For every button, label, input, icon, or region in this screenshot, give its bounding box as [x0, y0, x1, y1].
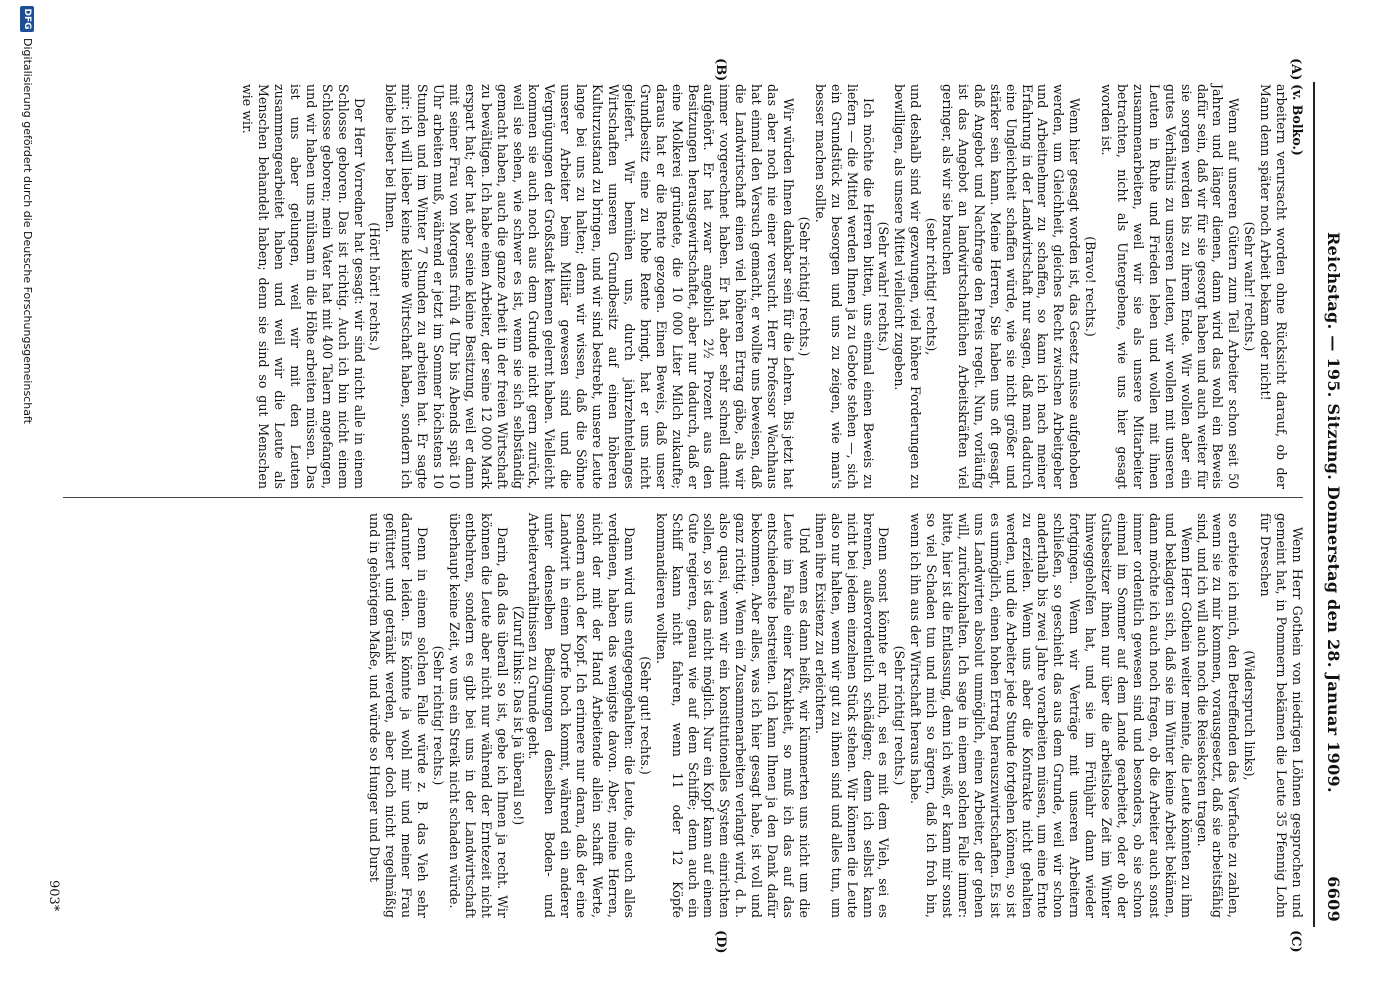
paragraph: Wenn hier gesagt worden ist, das Gesetz müsse aufgehoben werden, um Gleichheit, gleiches Recht zwischen Arbeitgeber und Arbeitnehmer zu schaffen, so kann ich nach meiner Erfahrung in der Landwirtschaft nur sagen, daß man dadurch eine Ungleichheit schaffen würde, wie sie nicht größer und stärker sein kann. Meine Herren, Sie haben uns oft gesagt, daß Angebot und Nachfrage den Preis regelt. Nun, vorläufig ist das Angebot an landwirtschaftlichen Arbeitskräften viel geringer, als wir sie brauchen [940, 84, 1083, 489]
remark: (Sehr wahr! rechts.) [876, 221, 892, 352]
remark: (Sehr richtig! rechts.) [892, 645, 908, 786]
paragraph: Wenn Herr Gothein von niedrigen Löhnen gesprochen und gemeint hat, in Pommern bekämen die Leute 35 Pfennig Lohn für Dreschen [1258, 513, 1305, 918]
remark: (Sehr wahr! rechts.) [1242, 221, 1258, 352]
paragraph: so erbiete ich mich, den Betreffenden das Vierfache zu zahlen, wenn sie zu mir kommen, vorausgesetzt, daß sie arbeitsfähig sind, und ich will auch noch die Reisekosten tragen. [1194, 513, 1242, 918]
remark: (Bravo! rechts.) [1083, 236, 1099, 337]
remark: (Hört! hört! rechts.) [367, 222, 383, 351]
margin-marker-c: (C) [1288, 930, 1303, 953]
paragraph: Ich möchte die Herren bitten, uns einmal einen Beweis zu liefern — die Mittel werden Ihnen ja zu Gebote stehen —, sich ein Grundstück zu besorgen und uns zu zeigen, wie man's besser machen sollte. [812, 84, 876, 489]
right-column [367, 513, 1305, 918]
paragraph: Wenn Herr Gothein weiter meinte, die Leute könnten zu ihm und beklagten sich, daß sie im Winter keine Arbeit bekämen, dann möchte ich auch noch fragen, ob die Arbeiter auch sonst immer ordentlich gewesen sind und besonders, ob sie schon einmal im Sommer auf dem Lande gearbeitet, oder ob der Gutsbesitzer ihnen nur über die arbeitslose Zeit im Winter hinweggeholfen hat, und sie im Frühjahr dann wieder fortgingen. Wenn wir Verträge mit unseren Arbeitern schließen, so geschieht das aus dem Grunde, weil wir schon anderthalb bis zwei Jahre vorarbeiten müssen, um eine Ernte zu erzielen. Wenn uns aber die Kontrakte nicht gehalten werden, und die Arbeiter jede Stunde fortgehen können, so ist es unmöglich, einen hohen Ertrag herauszuwirtschaften. Es ist uns Landwirten absolut unmöglich, einen Arbeiter, der gehen will, zurückzuhalten. Ich sage in einem solchen Falle immer: bitte, hier ist die Entlassung, denn ich weiß, er kann mir sonst so viel Schaden tun und mich so ärgern, daß ich froh bin, wenn ich ihn aus der Wirtschaft heraus habe. [908, 513, 1194, 918]
margin-marker-d: (D) [713, 930, 728, 954]
paragraph: Denn sonst könnte er mich, sei es mit dem Vieh, sei es brennen, außerordentlich schädigen; denn ich selbst kann nicht bei jedem einzelnen Stück stehen. Wir können die Leute also nur halten, wenn wir gut zu ihnen sind und alles tun, um ihnen ihre Existenz zu erleichtern. [812, 513, 892, 918]
margin-marker-a: (A) [1288, 58, 1303, 81]
dfg-logo: DFG [20, 6, 34, 32]
remark: (Widerspruch links), [1242, 650, 1258, 781]
page-reference: 903* [46, 880, 61, 912]
page-header [1313, 82, 1343, 922]
column-divider [63, 497, 1303, 498]
page-number: 6609 [1324, 876, 1343, 922]
running-title: Reichstag. — 195. Sitzung. Donnerstag den 28. Januar 1909. [1324, 232, 1343, 793]
remark: (Zuruf links: Das ist ja überall so!) [510, 605, 526, 826]
paragraph: Wenn auf unseren Gütern zum Teil Arbeiter schon seit 50 Jahren und länger dienen, dann wird das wohl ein Beweis dafür sein, daß wir für sie gesorgt haben und auch weiter für sie sorgen werden bis zu ihrem Ende. Wir wollen aber ein gutes Verhältnis zu unseren Leuten, wir wollen mit unseren Leuten in Ruhe und Frieden leben und wollen mit ihnen zusammenarbeiten, weil wir sie als unsere Mitarbeiter betrachten, nicht als Untergebene, wie uns hier gesagt worden ist. [1099, 84, 1242, 489]
paragraph: Und wenn es dann heißt, wir kümmerten uns nicht um die Leute im Falle einer Krankheit, so muß ich das auf das entschiedenste bestreiten. Ich kann Ihnen ja den Dank dafür bekommen. Aber alles, was ich hier gesagt habe, ist voll und ganz richtig. Wenn ein Zusammenarbeiten verlangt wird, d. h. also quasi, wenn wir ein konstitutionelles System einrichten sollen, so ist das nicht möglich. Nur ein Kopf kann auf einem Gute regieren, genau wie auf dem Schiffe; denn auch ein Schiff kann nicht fahren, wenn 11 oder 12 Köpfe kommandieren wollten. [653, 513, 812, 918]
paragraph: Darin, daß das überall so ist, gebe ich Ihnen ja recht. Wir können die Leute aber nicht nur während der Erntezeit nicht entbehren, sondern es gibt bei uns in der Landwirtschaft überhaupt keine Zeit, wo uns ein Streik nicht schaden würde. [446, 513, 510, 918]
paragraph: und deshalb sind wir gezwungen, viel höhere Forderungen zu bewilligen, als unsere Mittel vielleicht zugeben. [892, 84, 924, 489]
margin-marker-b: (B) [713, 58, 728, 82]
remark: (Sehr richtig! rechts.) [796, 216, 812, 357]
paragraph: Dann wird uns entgegengehalten: die Leute, die euch alles verdienen, haben das wenigste davon. Aber, meine Herren, nicht der mit der Hand Arbeitende allein schafft Werte, sondern auch der Kopf. Ich erinnere nur daran, daß der eine Landwirt in einem Dorfe hoch kommt, während ein anderer unter denselben Bedingungen denselben Boden- und Arbeiterverhältnissen zu Grunde geht. [526, 513, 637, 918]
header-rule [1313, 82, 1315, 927]
digitization-credit [8, 0, 48, 1000]
paragraph: Wir würden Ihnen dankbar sein für die Lehren. Bis jetzt hat das aber noch nie einer versucht. Herr Professor Wachhaus hat einmal den Versuch gemacht, er wollte uns beweisen, daß die Landwirtschaft einen viel höheren Ertrag gäbe, als wir immer vorgerechnet haben. Er hat aber sehr schnell damit aufgehört. Er hat zwar angeblich 2½ Prozent aus den Besitzungen herausgewirtschaftet, aber nur dadurch, daß er eine Molkerei gründete, die 10 000 Liter Milch zukaufte; daraus hat er die Rente gezogen. Einen Beweis, daß unser Grundbesitz eine zu hohe Rente bringt, hat er uns nicht geliefert. Wir bemühen uns, durch jahrzehntelanges Wirtschaften unseren Grundbesitz auf einen höheren Kulturzustand zu bringen, und wir sind bestrebt, unsere Leute lange bei uns zu halten; denn wir wissen, daß die Söhne unserer Arbeiter beim Militär gewesen sind und die Vergnügungen der Großstadt kennen gelernt haben. Vielleicht kommen sie auch noch aus dem Grunde nicht gern zurück, weil sie sehen, wie schwer es ist, wenn sie sich selbständig gemacht haben, auch die ganze Arbeit in der freien Wirtschaft zu bewältigen. Ich habe einen Arbeiter, der seine 12 000 Mark erspart hat; der hat aber seine kleine Besitzung, weil er dann mit seiner Frau von Morgens früh 4 Uhr bis Abends spät 10 Uhr arbeiten muß, während er jetzt im Sommer höchstens 10 Stunden und im Winter 7 Stunden zu arbeiten hat. Er sagte mir: ich will lieber keine kleine Wirtschaft haben, sondern ich bleibe lieber bei Ihnen. [383, 84, 796, 489]
remark: (Sehr gut! rechts.) [637, 656, 653, 775]
left-column [239, 84, 1305, 489]
paragraph: arbeitern verursacht worden ohne Rücksicht darauf, ob der Mann denn später noch Arbeit bekam oder nicht! [1258, 84, 1290, 489]
paragraph: Denn in einem solchen Falle würde z. B. das Vieh sehr darunter leiden. Es könnte ja wohl mir und meiner Frau gefüttert und getränkt werden, aber doch nicht regelmäßig und in gehörigem Maße, und würde so Hunger und Durst [367, 513, 431, 918]
digitization-note: Digitalisierung gefördert durch die Deutsche Forschungsgemeinschaft [21, 38, 34, 424]
paragraph: Der Herr Vorredner hat gesagt: wir sind nicht alle in einem Schlosse geboren. Das ist richtig. Auch ich bin nicht einem Schlosse geboren; mein Vater hat mit 400 Talern angefangen, und wir haben uns mühsam in die Höhe arbeiten müssen. Das ist uns aber gelungen, weil wir mit den Leuten zusammengearbeitet haben und weil wir die Leute als Menschen behandelt haben; denn sie sind so gut Menschen wie wir. [240, 84, 367, 489]
remark: (sehr richtig! rechts), [924, 217, 940, 356]
remark: (Sehr richtig! rechts.) [431, 645, 447, 786]
speaker-tag: (v. Bolko.) [1290, 84, 1305, 156]
